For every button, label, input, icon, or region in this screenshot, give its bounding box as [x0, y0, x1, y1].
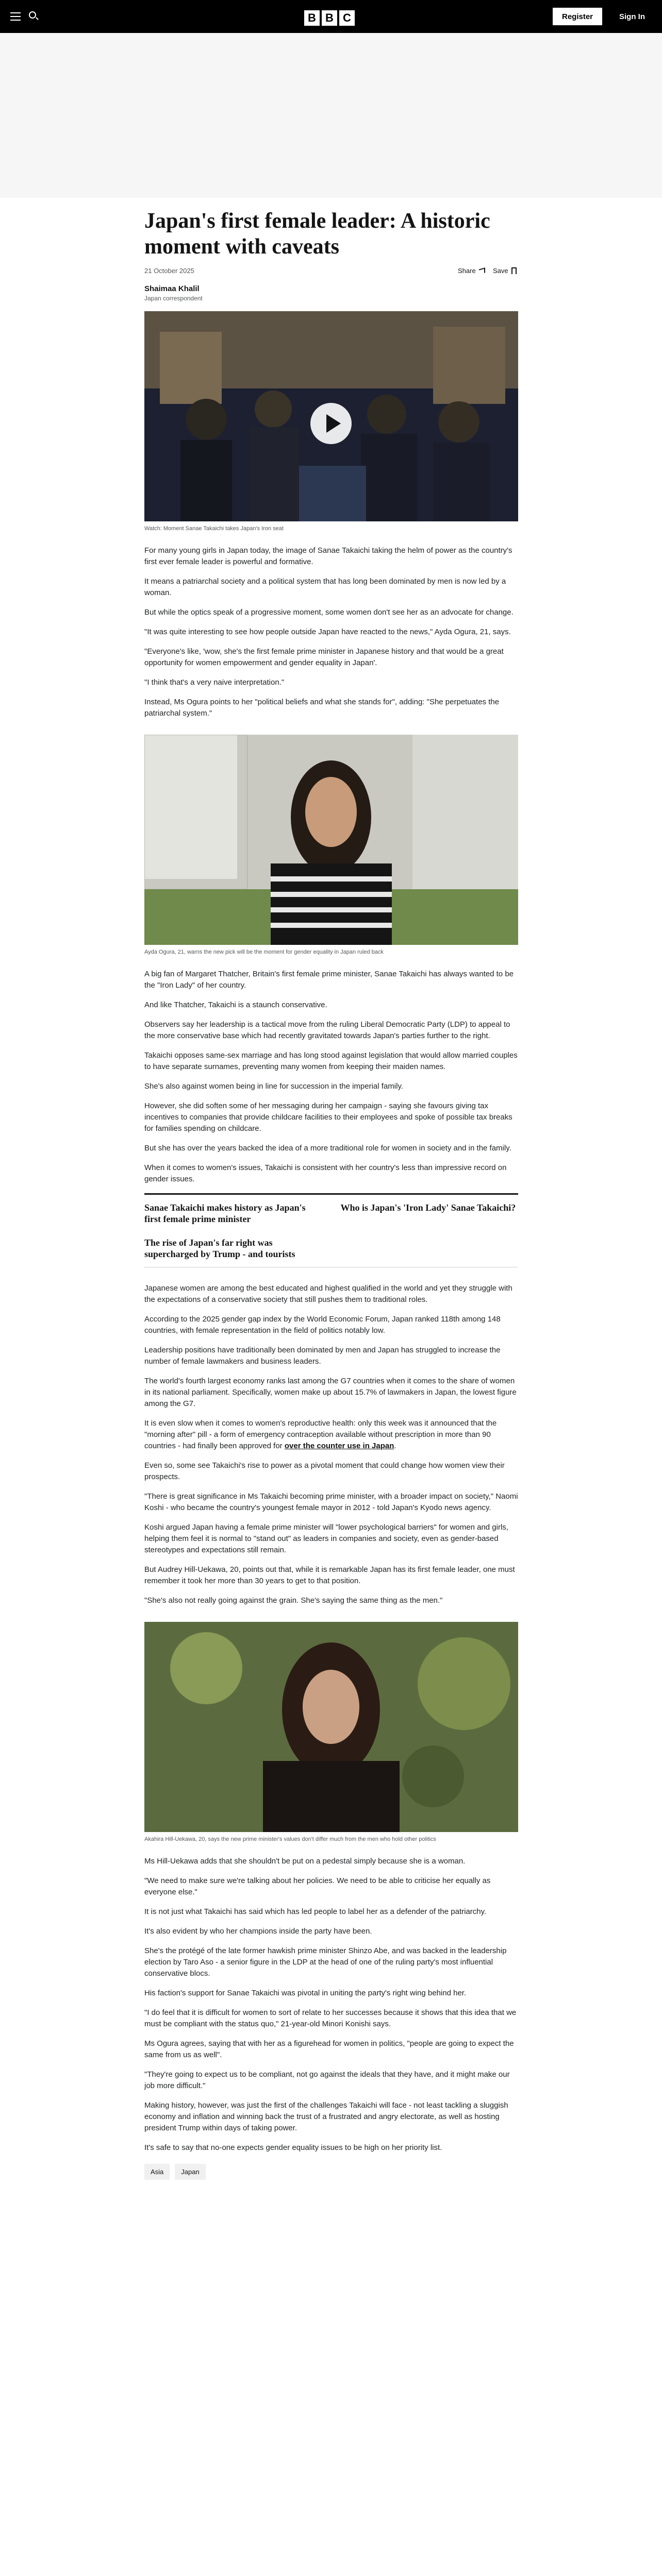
bookmark-icon: [511, 267, 517, 274]
related-links: [144, 1193, 518, 1267]
article-meta: [144, 267, 518, 282]
article-date: 21 October 2025: [144, 267, 194, 275]
paragraph: It's also evident by who her champions inside the party have been.: [144, 1927, 372, 1936]
paragraph: When it comes to women's issues, Takaichi is consistent with her country's less than impressive record on gender issues.: [144, 1163, 507, 1183]
paragraph: "There is great significance in Ms Takaichi becoming prime minister, with a broader impact on society," Naomi Koshi - who became the country's youngest female mayor in 2012 - told Japan's Kyodo news agency.: [144, 1492, 518, 1512]
byline: [144, 284, 518, 302]
photo-audrey-hill-uekawa: [144, 1622, 518, 1832]
paragraph: Koshi argued Japan having a female prime minister will "lower psychological barriers" for women and girls, helping them feel it is normal to "stand out" as leaders in companies and society, even as gender-based stereotypes and expectations still remain.: [144, 1523, 508, 1554]
author-role: Japan correspondent: [144, 295, 203, 302]
photo-ayda-ogura: [144, 735, 518, 945]
video-player[interactable]: [144, 311, 518, 521]
paragraph: She's the protégé of the late former hawkish prime minister Shinzo Abe, and was backed in the leadership election by Taro Aso - a senior figure in the LDP at the head of one of the ruling party's most influential conservative blocs.: [144, 1946, 507, 1978]
paragraph: His faction's support for Sanae Takaichi was pivotal in uniting the party's right wing behind her.: [144, 1989, 467, 1997]
paragraph: The world's fourth largest economy ranks last among the G7 countries when it comes to the share of women in its national parliament. Specifically, women make up about 15.7% of lawmakers in Japan, the lowest figure among the G7.: [144, 1377, 517, 1408]
paragraph: Even so, some see Takaichi's rise to power as a pivotal moment that could change how women view their prospects.: [144, 1461, 505, 1481]
share-icon: [479, 267, 485, 274]
article-title: Japan's first female leader: A historic moment with caveats: [144, 209, 490, 259]
related-link[interactable]: Who is Japan's 'Iron Lady' Sanae Takaichi?: [340, 1202, 516, 1213]
paragraph: For many young girls in Japan today, the image of Sanae Takaichi taking the helm of power as the country's first ever female leader is powerful and formative.: [144, 546, 512, 566]
related-link[interactable]: The rise of Japan's far right was supercharged by Trump - and tourists: [144, 1238, 295, 1259]
paragraph: Takaichi opposes same-sex marriage and has long stood against legislation that would allow married couples to have separate surnames, preventing many women from keeping their maiden names.: [144, 1051, 518, 1071]
paragraph: Ms Ogura agrees, saying that with her as a figurehead for women in politics, "people are going to expect the same from us as well".: [144, 2039, 514, 2059]
paragraph: [144, 1418, 518, 1452]
sign-in-button[interactable]: Sign In: [611, 8, 653, 25]
paragraph: "They're going to expect us to be compliant, not go against the ideals that they have, and it might make our job more difficult.": [144, 2070, 510, 2090]
paragraph: But she has over the years backed the idea of a more traditional role for women in society and in the family.: [144, 1144, 511, 1153]
paragraph: Instead, Ms Ogura points to her "political beliefs and what she stands for", adding: "She perpetuates the patriarchal system.": [144, 698, 500, 718]
paragraph: A big fan of Margaret Thatcher, Britain's first female prime minister, Sanae Takaichi has always wanted to be the "Iron Lady" of her country.: [144, 970, 514, 990]
author-name[interactable]: Shaimaa Khalil: [144, 284, 200, 293]
play-icon[interactable]: [310, 403, 352, 444]
otc-pill-link[interactable]: over the counter use in Japan: [284, 1442, 394, 1450]
search-icon[interactable]: [29, 11, 36, 19]
paragraph-text: It is even slow when it comes to women's reproductive health: only this week was it announced that the "morning after" pill - a form of emergency contraception available without prescription in more than 90 countries - had finally been approved for: [144, 1419, 497, 1450]
paragraph: Leadership positions have traditionally been dominated by men and Japan has struggled to increase the number of female lawmakers and business leaders.: [144, 1346, 501, 1366]
paragraph: It is not just what Takaichi has said which has led people to label her as a defender of the patriarchy.: [144, 1907, 487, 1916]
ad-placeholder: [0, 33, 662, 198]
paragraph: But while the optics speak of a progressive moment, some women don't see her as an advocate for change.: [144, 608, 514, 617]
paragraph: "I think that's a very naive interpretation.": [144, 678, 285, 687]
paragraph: Observers say her leadership is a tactical move from the ruling Liberal Democratic Party (LDP) to appeal to the more conservative base which had recently gravitated towards Japan's parties further to the right.: [144, 1020, 510, 1040]
logo-letter: B: [322, 10, 337, 26]
site-header: [0, 0, 662, 33]
article-image: [144, 1622, 518, 1832]
paragraph: "It was quite interesting to see how people outside Japan have reacted to the news," Ayda Ogura, 21, says.: [144, 628, 511, 636]
save-label: Save: [493, 267, 508, 275]
register-button[interactable]: Register: [553, 8, 602, 25]
tag-asia[interactable]: Asia: [144, 2164, 170, 2180]
topic-tags: [144, 2164, 518, 2180]
share-button[interactable]: [458, 267, 485, 275]
paragraph: But Audrey Hill-Uekawa, 20, points out that, while it is remarkable Japan has its first female leader, one must remember it took her more than 30 years to get to that position.: [144, 1565, 515, 1585]
paragraph: "I do feel that it is difficult for women to sort of relate to her successes because it shows that this idea that we must be compliant with the status quo," 21-year-old Minori Konishi says.: [144, 2008, 517, 2028]
logo-letter: B: [304, 10, 320, 26]
paragraph: It means a patriarchal society and a political system that has long been dominated by men is now led by a woman.: [144, 577, 506, 597]
menu-icon[interactable]: [10, 12, 21, 21]
paragraph: "We need to make sure we're talking about her policies. We need to be able to criticise her equally as everyone else.": [144, 1876, 491, 1896]
share-label: Share: [458, 267, 476, 275]
related-link[interactable]: Sanae Takaichi makes history as Japan's first female prime minister: [144, 1202, 306, 1224]
video-caption: Watch: Moment Sanae Takaichi takes Japan's Iron seat: [144, 526, 284, 532]
paragraph: However, she did soften some of her messaging during her campaign - saying she favours giving tax incentives to companies that provide childcare facilities to their employees and spoke of possible tax breaks for families spending on childcare.: [144, 1101, 512, 1133]
paragraph: And like Thatcher, Takaichi is a staunch conservative.: [144, 1001, 327, 1009]
paragraph-text: .: [394, 1442, 396, 1450]
paragraph: Ms Hill-Uekawa adds that she shouldn't be put on a pedestal simply because she is a woman.: [144, 1857, 466, 1866]
paragraph: According to the 2025 gender gap index by the World Economic Forum, Japan ranked 118th among 148 countries, with female representation in the field of politics notably low.: [144, 1315, 501, 1335]
bbc-logo[interactable]: [304, 10, 355, 26]
paragraph: Making history, however, was just the first of the challenges Takaichi will face - not least tackling a sluggish economy and inflation and winning back the trust of a frustrated and angry electorate, as well as hosting president Trump within days of taking power.: [144, 2101, 508, 2132]
paragraph: It's safe to say that no-one expects gender equality issues to be high on her priority list.: [144, 2143, 442, 2152]
image-caption: Akahira Hill-Uekawa, 20, says the new prime minister's values don't differ much from the men who hold other politics: [144, 1836, 436, 1842]
article-image: [144, 735, 518, 945]
save-button[interactable]: [493, 267, 517, 275]
paragraph: Japanese women are among the best educated and highest qualified in the world and yet they struggle with the expectations of a conservative society that still pushes them to traditional roles.: [144, 1284, 512, 1304]
article: [144, 208, 518, 2180]
paragraph: She's also against women being in line for succession in the imperial family.: [144, 1082, 404, 1091]
paragraph: "She's also not really going against the grain. She's saying the same thing as the men.": [144, 1596, 443, 1605]
image-caption: Ayda Ogura, 21, warns the new pick will be the moment for gender equality in Japan ruled back: [144, 949, 384, 955]
paragraph: "Everyone's like, 'wow, she's the first female prime minister in Japanese history and that would be a great opportunity for women empowerment and gender equality in Japan'.: [144, 647, 504, 667]
logo-letter: C: [339, 10, 355, 26]
tag-japan[interactable]: Japan: [175, 2164, 205, 2180]
